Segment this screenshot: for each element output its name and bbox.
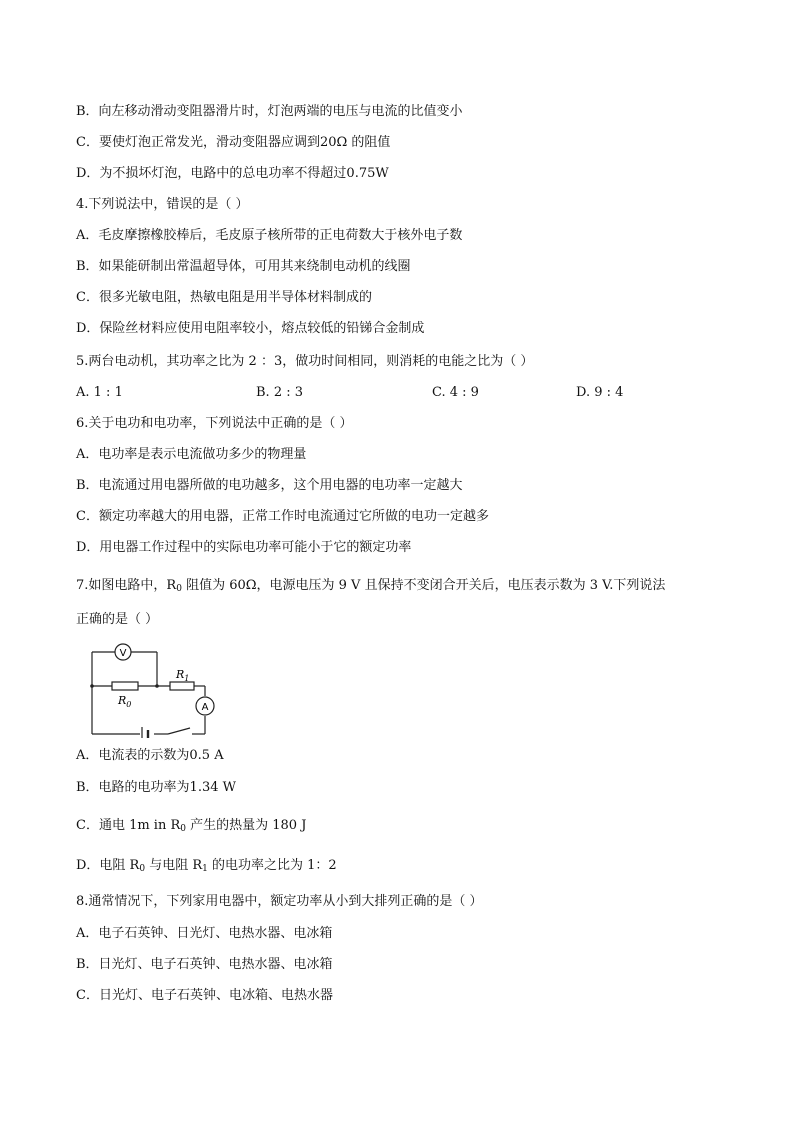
q7-option-a: A．电流表的示数为0.5 A bbox=[76, 748, 224, 763]
r0-label: $R_0$ bbox=[118, 694, 132, 709]
q3-option-b: B．向左移动滑动变阻器滑片时，灯泡两端的电压与电流的比值变小 bbox=[76, 104, 463, 119]
q5-option-c: C. 4 : 9 bbox=[432, 385, 479, 400]
q6-option-a: A．电功率是表示电流做功多少的物理量 bbox=[76, 447, 307, 462]
circuit-diagram bbox=[80, 642, 220, 738]
q4-option-b: B．如果能研制出常温超导体，可用其来绕制电动机的线圈 bbox=[76, 259, 411, 274]
q7-option-b: B．电路的电功率为1.34 W bbox=[76, 780, 236, 795]
q7-option-c: C．通电 1m in $R_0$ 产生的热量为 180 J bbox=[76, 818, 307, 834]
q7-stem: 7.如图电路中，$R_0$ 阻值为 60Ω，电源电压为 9 V 且保持不变闭合开关后，电压表示数为 3 V.下列说法 bbox=[76, 578, 666, 594]
q4-option-d: D．保险丝材料应使用电阻率较小，熔点较低的铅锑合金制成 bbox=[76, 321, 425, 336]
q7-stem-line2: 正确的是（ ） bbox=[76, 612, 159, 627]
voltmeter-label: V bbox=[119, 648, 127, 659]
q4-option-c: C．很多光敏电阻，热敏电阻是用半导体材料制成的 bbox=[76, 290, 372, 305]
q4-option-a: A．毛皮摩擦橡胶棒后，毛皮原子核所带的正电荷数大于核外电子数 bbox=[76, 228, 463, 243]
q6-stem: 6.关于电功和电功率，下列说法中正确的是（ ） bbox=[76, 416, 353, 431]
q5-stem: 5.两台电动机，其功率之比为 2 ：3，做功时间相同，则消耗的电能之比为（ ） bbox=[76, 354, 534, 369]
resistor-r0-icon bbox=[112, 682, 138, 690]
q3-option-c: C．要使灯泡正常发光，滑动变阻器应调到20Ω 的阻值 bbox=[76, 135, 391, 150]
q5-option-b: B. 2 : 3 bbox=[256, 385, 304, 400]
q6-option-d: D．用电器工作过程中的实际电功率可能小于它的额定功率 bbox=[76, 540, 412, 555]
q8-option-a: A．电子石英钟、日光灯、电热水器、电冰箱 bbox=[76, 926, 333, 941]
resistor-r1-icon bbox=[170, 682, 194, 690]
q3-option-d: D．为不损坏灯泡，电路中的总电功率不得超过0.75W bbox=[76, 166, 389, 181]
r1-label: $R_1$ bbox=[176, 668, 190, 683]
q5-option-a: A. 1 : 1 bbox=[76, 385, 123, 400]
q5-option-d: D. 9 : 4 bbox=[576, 385, 624, 400]
q8-option-c: C．日光灯、电子石英钟、电冰箱、电热水器 bbox=[76, 988, 333, 1003]
q5-options bbox=[76, 383, 716, 403]
ammeter-label: A bbox=[201, 702, 209, 713]
q7-option-d: D．电阻 $R_0$ 与电阻 $R_1$ 的电功率之比为 1：2 bbox=[76, 858, 337, 874]
junction-dot bbox=[90, 684, 94, 688]
q6-option-b: B．电流通过用电器所做的电功越多，这个用电器的电功率一定越大 bbox=[76, 478, 463, 493]
junction-dot bbox=[155, 684, 159, 688]
q8-stem: 8.通常情况下，下列家用电器中，额定功率从小到大排列正确的是（ ） bbox=[76, 894, 483, 909]
q4-stem: 4.下列说法中，错误的是（ ） bbox=[76, 197, 249, 212]
q6-option-c: C．额定功率越大的用电器，正常工作时电流通过它所做的电功一定越多 bbox=[76, 509, 489, 524]
q8-option-b: B．日光灯、电子石英钟、电热水器、电冰箱 bbox=[76, 957, 333, 972]
